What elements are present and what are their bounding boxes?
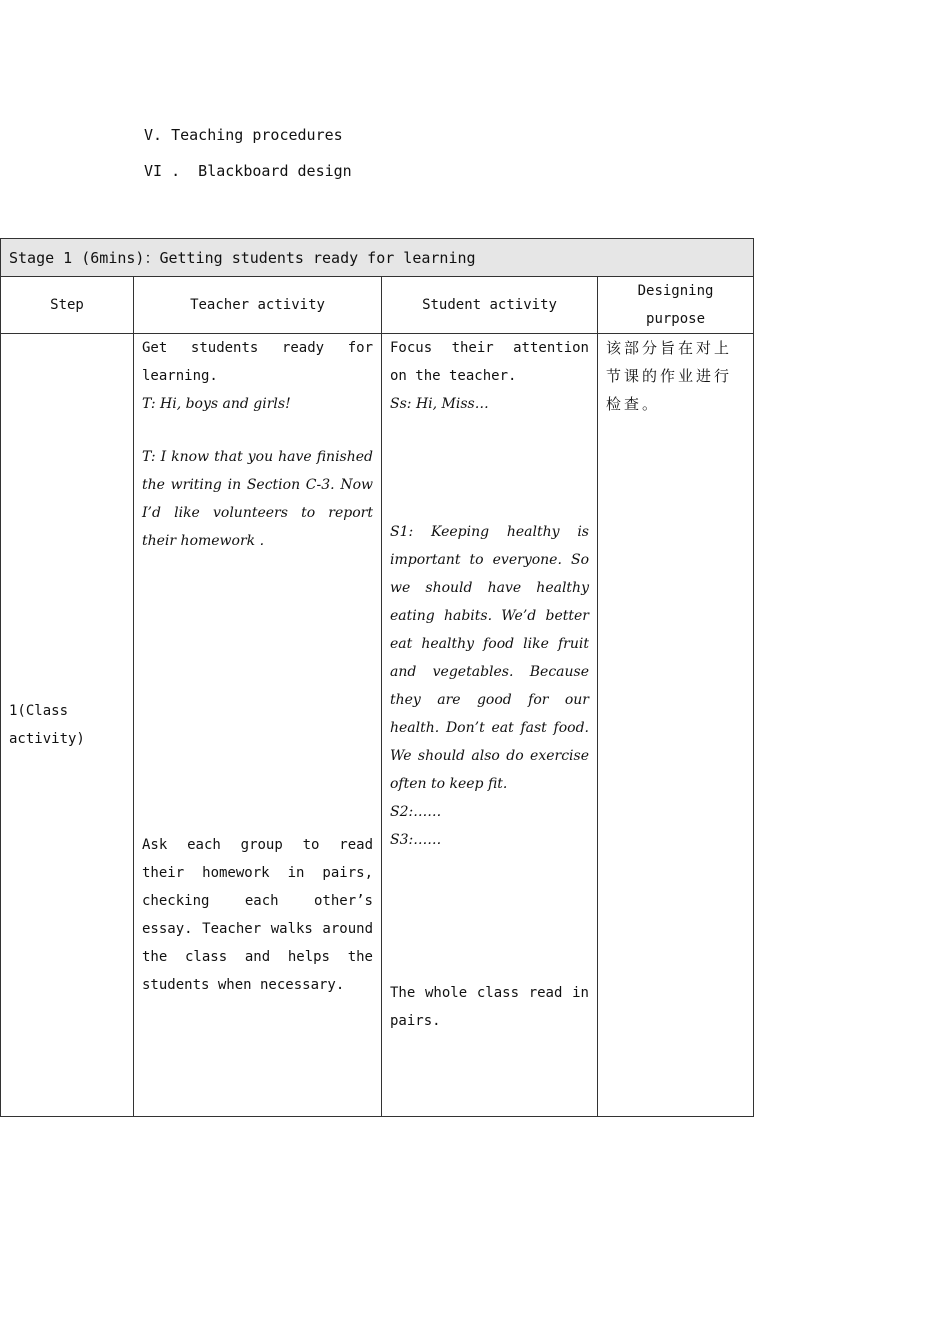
purpose-text: 该部分旨在对上节课的作业进行检查。	[606, 339, 733, 413]
designing-purpose-cell	[598, 334, 754, 1117]
student-text-4: S2:……	[390, 804, 442, 820]
header-teacher-activity: Teacher activity	[134, 277, 382, 334]
student-text-5: S3:……	[390, 832, 442, 848]
header-step: Step	[1, 277, 134, 334]
student-text-1: Focus their attention on the teacher.	[390, 340, 589, 384]
student-activity-cell	[382, 334, 598, 1117]
teacher-text-3: T: I know that you have finished the writing in Section C-3. Now I’d like volunteers to report their homework .	[142, 449, 373, 549]
teacher-activity-cell	[134, 334, 382, 1117]
student-text-3: S1: Keeping healthy is important to everyone. So we should have healthy eating habits. We’d better eat healthy food like fruit and vegetables. Because they are good for our health. Don’t eat fast food. We should also do exercise often to keep fit.	[390, 524, 589, 792]
teacher-text-2: T: Hi, boys and girls!	[142, 396, 291, 412]
lesson-plan-table	[0, 238, 754, 1117]
header-purpose-line1: Designing	[637, 283, 714, 299]
heading-teaching-procedures: V. Teaching procedures	[144, 126, 343, 144]
stage-title: Stage 1 (6mins)：Getting students ready for learning	[1, 239, 754, 277]
header-purpose-line2: purpose	[646, 311, 706, 327]
student-text-2: Ss: Hi, Miss…	[390, 396, 489, 412]
teacher-text-4: Ask each group to read their homework in pairs, checking each other’s essay. Teacher walks around the class and helps the students when necessary.	[142, 837, 373, 993]
header-designing-purpose	[598, 277, 754, 334]
heading-blackboard-design: VI . Blackboard design	[144, 162, 352, 180]
teacher-text-1: Get students ready for learning.	[142, 340, 373, 384]
student-text-6: The whole class read in pairs.	[390, 985, 589, 1029]
header-student-activity: Student activity	[382, 277, 598, 334]
step-label: 1(Class activity)	[9, 703, 85, 747]
step-cell	[1, 334, 134, 1117]
